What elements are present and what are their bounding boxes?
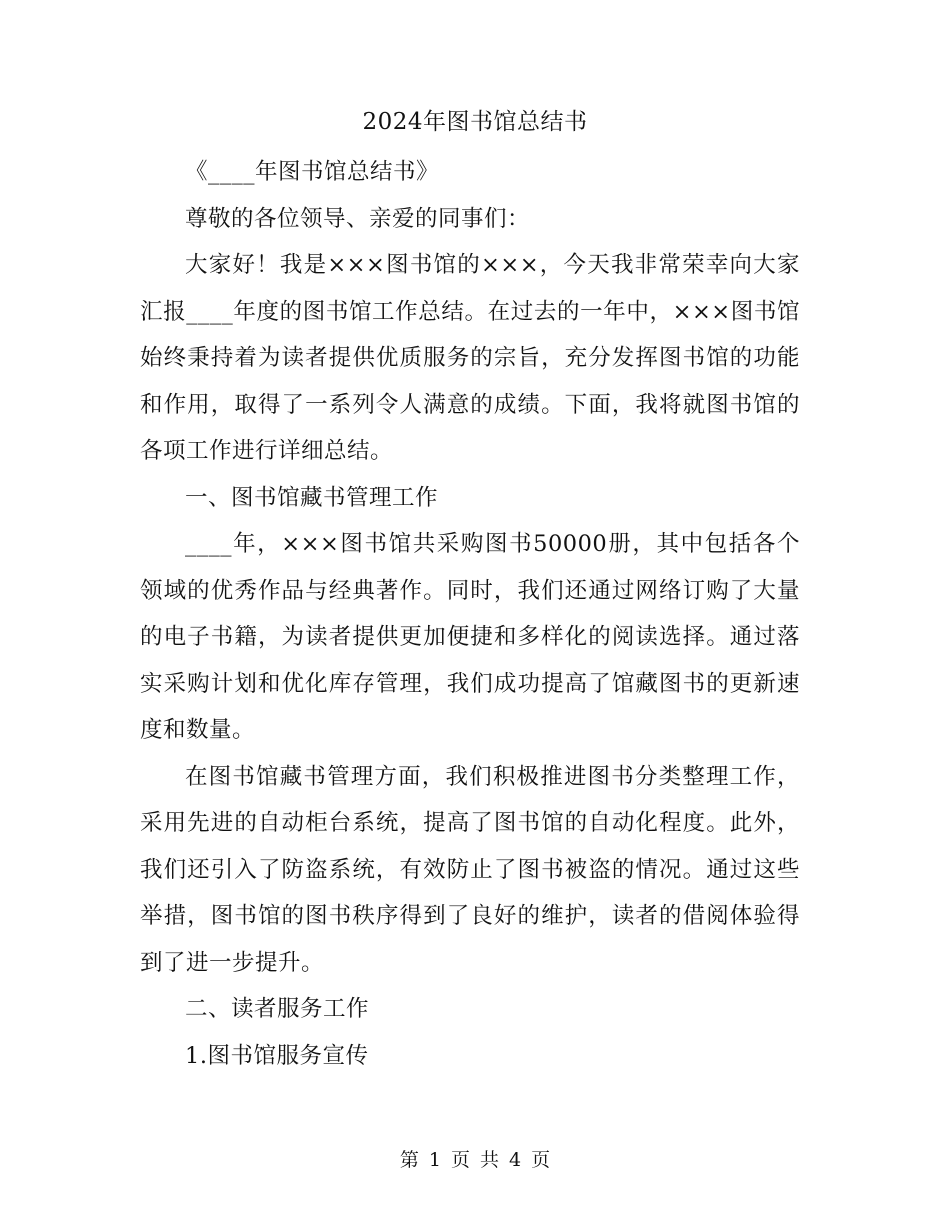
- management-paragraph: 在图书馆藏书管理方面，我们积极推进图书分类整理工作，采用先进的自动柜台系统，提高了图书馆的自动化程度。此外，我们还引入了防盗系统，有效防止了图书被盗的情况。通过这些举措，图书馆的图书秩序得到了良好的维护，读者的借阅体验得到了进一步提升。: [140, 763, 800, 976]
- document-body: [140, 149, 800, 1079]
- collection-paragraph: ____年，×××图书馆共采购图书50000册，其中包括各个领域的优秀作品与经典著作。同时，我们还通过网络订购了大量的电子书籍，为读者提供更加便捷和多样化的阅读选择。通过落实采购计划和优化库存管理，我们成功提高了馆藏图书的更新速度和数量。: [140, 531, 800, 743]
- subsection-heading: 1.图书馆服务宣传: [185, 1042, 369, 1069]
- section-heading: 一、图书馆藏书管理工作: [185, 484, 439, 511]
- section-heading: 二、读者服务工作: [185, 996, 370, 1022]
- document-title: 2024年图书馆总结书: [362, 109, 588, 135]
- subtitle-paragraph: 《____年图书馆总结书》: [185, 159, 440, 185]
- intro-paragraph: 大家好！我是×××图书馆的×××，今天我非常荣幸向大家汇报____年度的图书馆工作总结。在过去的一年中，×××图书馆始终秉持着为读者提供优质服务的宗旨，充分发挥图书馆的功能和作用，取得了一系列令人满意的成绩。下面，我将就图书馆的各项工作进行详细总结。: [140, 252, 800, 464]
- salutation-paragraph: 尊敬的各位领导、亲爱的同事们：: [185, 205, 531, 232]
- page-number-footer: 第 1 页 共 4 页: [399, 1149, 551, 1171]
